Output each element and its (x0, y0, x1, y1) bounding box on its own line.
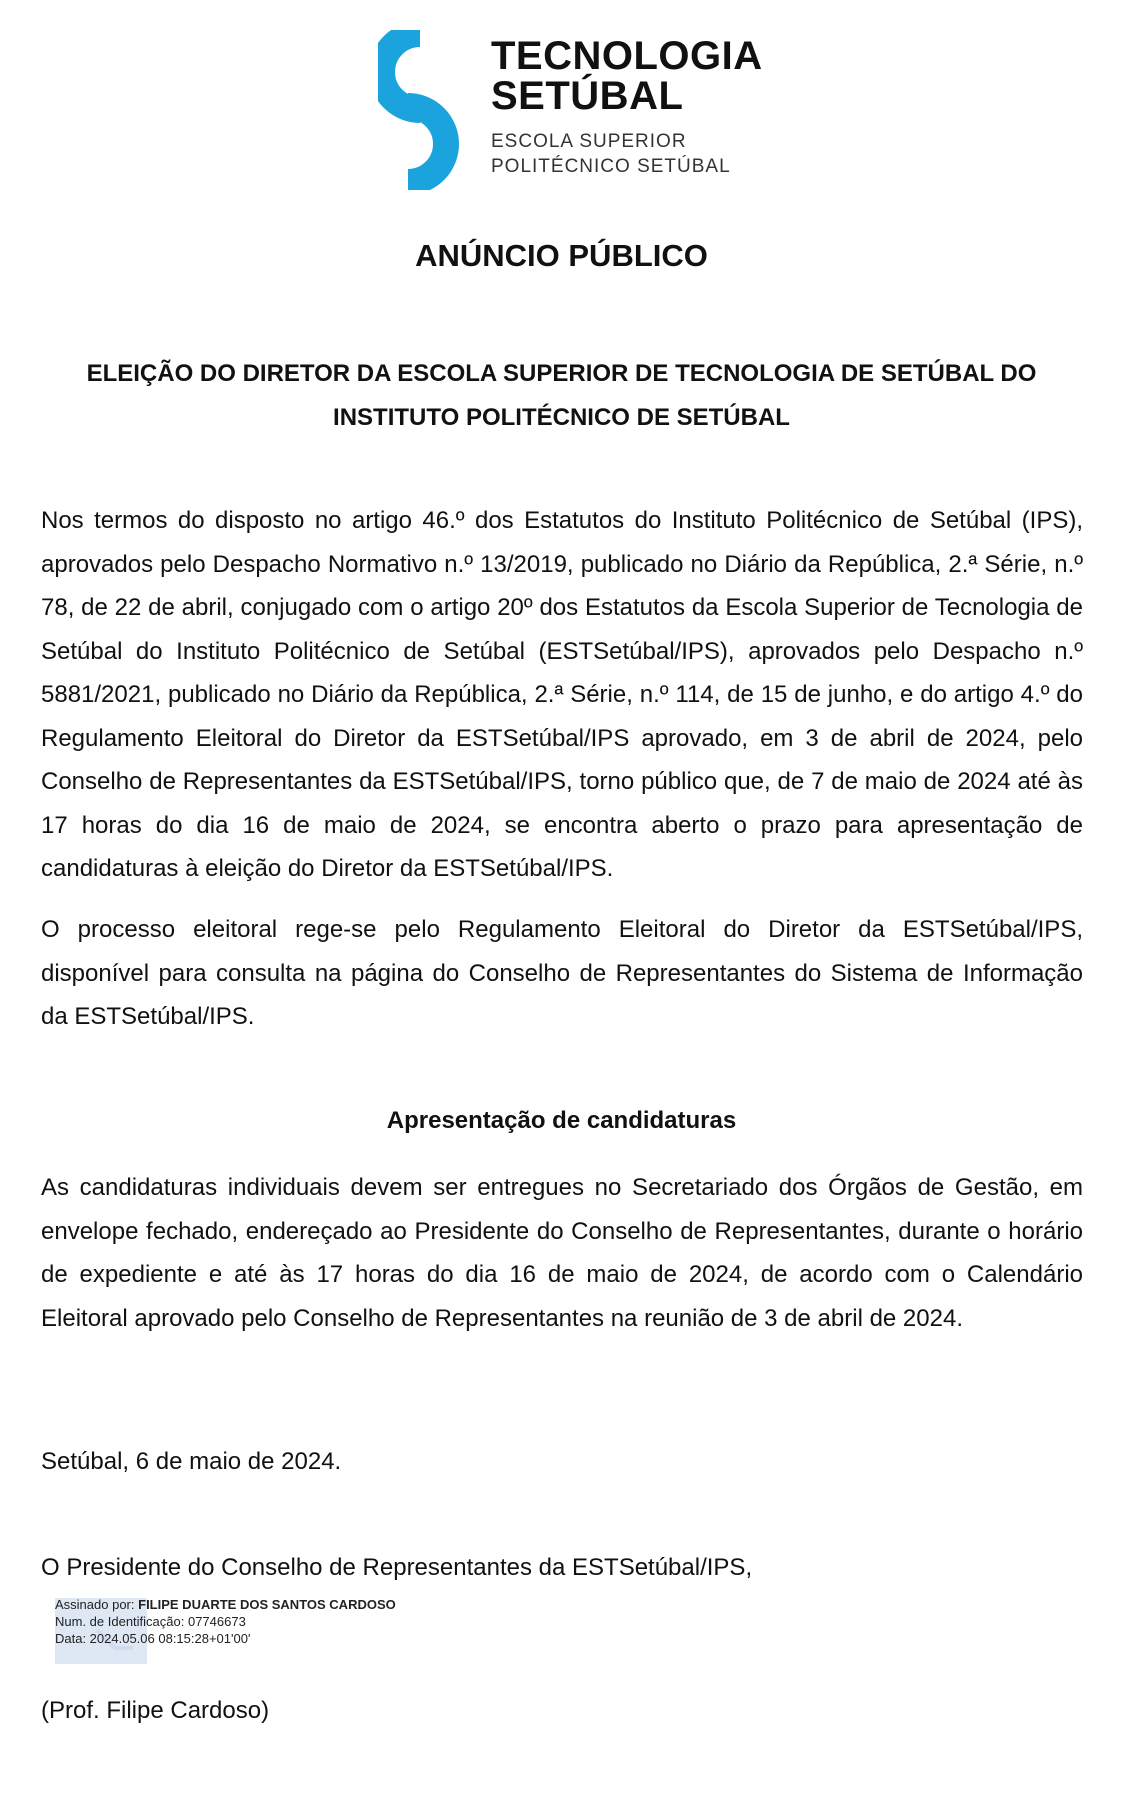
logo-brand-line1: TECNOLOGIA (491, 34, 763, 78)
paragraph-regulation: O processo eleitoral rege-se pelo Regulamento Eleitoral do Diretor da ESTSetúbal/IPS, disponível para consulta na página do Conselho de Representantes do Sistema de Informação da ESTSetúbal/IPS. (41, 916, 1083, 1030)
document-title: ANÚNCIO PÚBLICO (415, 238, 708, 273)
logo-mark-icon (378, 30, 478, 190)
section-heading-candidaturas: Apresentação de candidaturas (386, 1107, 737, 1134)
document-subtitle (40, 352, 1083, 440)
logo-subtitle-line2: POLITÉCNICO SETÚBAL (491, 156, 731, 177)
logo-brand-line2: SETÚBAL (491, 74, 684, 118)
signature-name: FILIPE DUARTE DOS SANTOS CARDOSO (138, 1597, 396, 1612)
signatory-name: (Prof. Filipe Cardoso) (41, 1697, 270, 1724)
logo-subtitle-line1: ESCOLA SUPERIOR (491, 131, 687, 152)
president-line: O Presidente do Conselho de Representantes da ESTSetúbal/IPS, (41, 1554, 753, 1581)
signature-label: Assinado por: (55, 1597, 135, 1612)
signature-id: Num. de Identificação: 07746673 (55, 1614, 246, 1629)
digital-signature-block (55, 1596, 455, 1666)
institution-logo (378, 30, 763, 190)
paragraph-legal-basis: Nos termos do disposto no artigo 46.º dos Estatutos do Instituto Politécnico de Setúbal (IPS), aprovados pelo Despacho Normativo n.º 13/2019, publicado no Diário da República, 2.ª Série, n.º 78, de 22 de abril, conjugado com o artigo 20º dos Estatutos da Escola Superior de Tecnologia de Setúbal do Instituto Politécnico de Setúbal (ESTSetúbal/IPS), aprovados pelo Despacho n.º 5881/2021, publicado no Diário da República, 2.ª Série, n.º 114, de 15 de junho, e do artigo 4.º do Regulamento Eleitoral do Diretor da ESTSetúbal/IPS aprovado, em 3 de abril de 2024, pelo Conselho de Representantes da ESTSetúbal/IPS, torno público que, de 7 de maio de 2024 até às 17 horas do dia 16 de maio de 2024, se encontra aberto o prazo para apresentação de candidaturas à eleição do Diretor da ESTSetúbal/IPS. (41, 507, 1083, 882)
subtitle-line-2: INSTITUTO POLITÉCNICO DE SETÚBAL (333, 404, 790, 431)
signature-text (55, 1596, 396, 1647)
subtitle-line-1: ELEIÇÃO DO DIRETOR DA ESCOLA SUPERIOR DE TECNOLOGIA DE SETÚBAL DO (86, 360, 1037, 387)
paragraph-submission: As candidaturas individuais devem ser entregues no Secretariado dos Órgãos de Gestão, em envelope fechado, endereçado ao Presidente do Conselho de Representantes, durante o horário de expediente e até às 17 horas do dia 16 de maio de 2024, de acordo com o Calendário Eleitoral aprovado pelo Conselho de Representantes na reunião de 3 de abril de 2024. (41, 1174, 1083, 1332)
signature-date: Data: 2024.05.06 08:15:28+01'00' (55, 1631, 251, 1646)
place-date: Setúbal, 6 de maio de 2024. (41, 1448, 342, 1475)
